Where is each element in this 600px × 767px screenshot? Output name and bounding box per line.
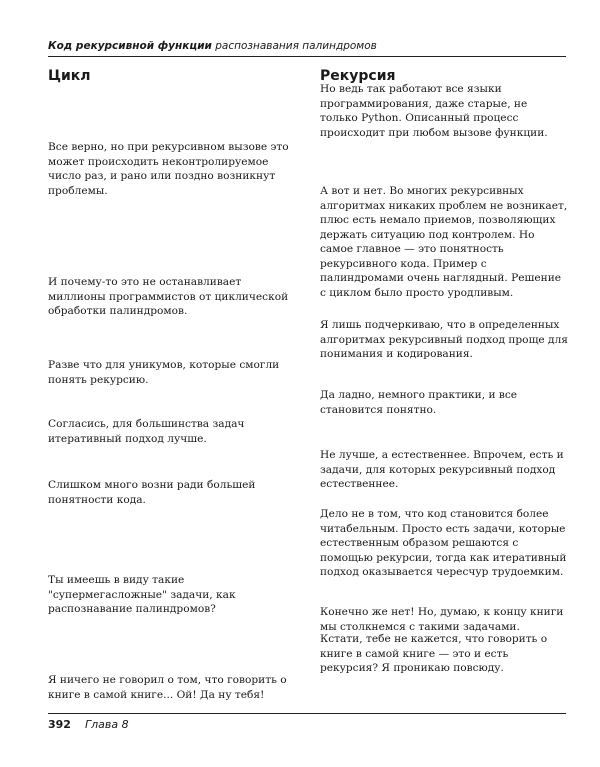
loop-remark-7: Я ничего не говорил о том, что говорить о книге в самой книге... Ой! Да ну тебя! xyxy=(48,674,287,701)
recursion-reply-3: Я лишь подчеркиваю, что в определенных алгоритмах рекурсивный подход проще для понимания и кодирования. xyxy=(320,319,568,360)
loop-remark-3: Разве что для уникумов, которые смогли понять рекурсию. xyxy=(48,359,280,386)
recursion-reply-6: Дело не в том, что код становится более читабельным. Просто есть задачи, которые естественным образом решаются с помощью рекурсии, тогда как итеративный подход оказывается чересчур трудоемким. xyxy=(320,508,567,578)
page-number: 392 xyxy=(48,718,71,731)
recursion-reply-1: Но ведь так работают все языки программирования, даже старые, не только Python. Описанный процесс происходит при любом вызове функции. xyxy=(320,83,548,139)
recursion-reply-7: Конечно же нет! Но, думаю, к концу книги мы столкнемся с такими задачами. xyxy=(320,606,564,633)
running-head xyxy=(48,40,568,52)
bottom-rule xyxy=(48,713,566,714)
top-rule xyxy=(48,56,566,57)
chapter-label: Глава 8 xyxy=(84,718,129,731)
recursion-reply-5: Не лучше, а естественнее. Впрочем, есть и задачи, для которых рекурсивный подход естественнее. xyxy=(320,449,564,490)
running-head-bold: Код рекурсивной функции xyxy=(48,40,212,52)
column-heading-recursion: Рекурсия xyxy=(320,68,396,84)
loop-remark-4: Согласись, для большинства задач итеративный подход лучше. xyxy=(48,418,245,445)
recursion-reply-2: А вот и нет. Во многих рекурсивных алгоритмах никаких проблем не возникает, плюс есть немало приемов, позволяющих держать ситуацию под контролем. Но самое главное — это понятность рекурсивного кода. Пример с палиндромами очень наглядный. Решение с циклом было просто уродливым. xyxy=(320,185,568,299)
loop-remark-2: И почему-то это не останавливает миллионы программистов от циклической обработки палиндромов. xyxy=(48,276,289,317)
loop-remark-5: Слишком много возни ради большей понятности кода. xyxy=(48,479,256,506)
recursion-reply-8: Кстати, тебе не кажется, что говорить о книге в самой книге — это и есть рекурсия? Я проникаю повсюду. xyxy=(320,633,548,674)
loop-remark-6: Ты имеешь в виду такие "супермегасложные" задачи, как распознавание палиндромов? xyxy=(48,574,236,615)
column-heading-loop: Цикл xyxy=(48,68,91,84)
recursion-reply-4: Да ладно, немного практики, и все становится понятно. xyxy=(320,389,518,416)
page-footer xyxy=(48,718,129,731)
running-head-rest: распознавания палиндромов xyxy=(211,40,377,52)
loop-remark-1: Все верно, но при рекурсивном вызове это может происходить неконтролируемое число раз, и рано или поздно возникнут проблемы. xyxy=(48,141,289,197)
